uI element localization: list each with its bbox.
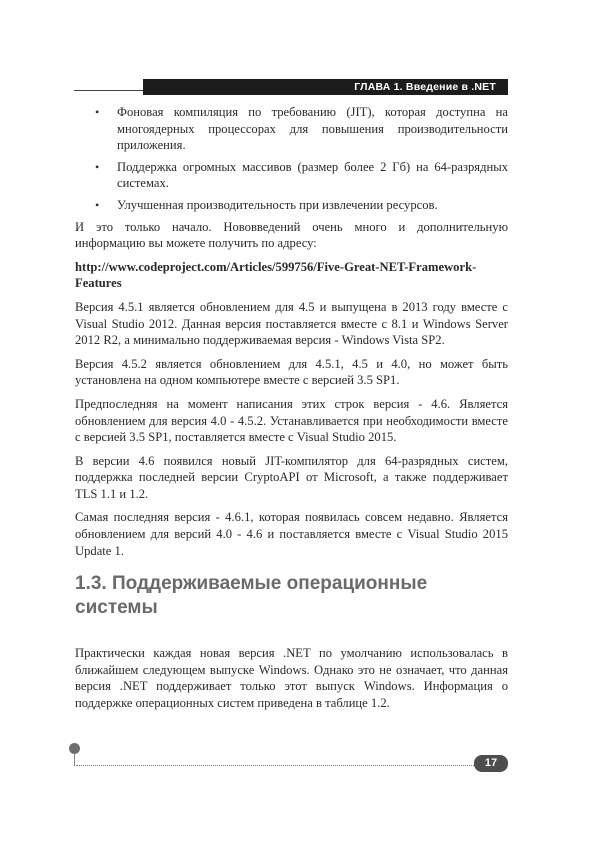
page-number-badge: 17 [474, 755, 508, 772]
list-item-text: Улучшенная производительность при извлечении ресурсов. [117, 197, 438, 212]
paragraph: Самая последняя версия - 4.6.1, которая появилась совсем недавно. Является обновлением для версий 4.0 - 4.6 и поставляется вместе с Visual Studio 2015 Update 1. [75, 510, 508, 558]
chapter-header-bar [143, 79, 508, 95]
list-item [75, 159, 508, 192]
footer-dot-icon [69, 743, 80, 754]
paragraph: Предпоследняя на момент написания этих строк версия - 4.6. Является обновлением для версия 4.0 - 4.5.2. Устанавливается при необходимости вместе с версией 3.5 SP1, поставляется вместе с Visual Studio 2015. [75, 396, 508, 445]
feature-list [75, 104, 508, 214]
bullet-icon: • [95, 197, 100, 212]
paragraph: Версия 4.5.1 является обновлением для 4.5 и выпущена в 2013 году вместе с Visual Studio 2012. Данная версия поставляется вместе с 8.1 и Windows Server 2012 R2, а минимально поддерживаемая версия - Windows Vista SP2. [75, 299, 508, 348]
list-item-text: Поддержка огромных массивов (размер более 2 Гб) на 64-разрядных системах. [117, 159, 508, 191]
main-content [75, 104, 508, 566]
section-heading: 1.3. Поддерживаемые операционные системы [75, 573, 428, 618]
footer-dotted-rule [76, 765, 476, 766]
paragraph: Версия 4.5.2 является обновлением для 4.5.1, 4.5 и 4.0, но может быть установлена на одном компьютере вместе с версией 3.5 SP1. [75, 356, 508, 388]
intro-paragraph: И это только начало. Нововведений очень много и дополнительную информацию вы можете получить по адресу: [75, 219, 508, 251]
article-link[interactable]: http://www.codeproject.com/Articles/599756/Five-Great-NET-Framework-Features [75, 259, 477, 291]
section-paragraph: Практически каждая новая версия .NET по умолчанию использовалась в ближайшем следующем выпуске Windows. Однако это не означает, что данная версия .NET поддерживает только этот выпуск Windows. Информация о поддержке операционных систем приведена в таблице 1.2. [75, 646, 508, 710]
list-item [75, 197, 508, 214]
list-item-text: Фоновая компиляция по требованию (JIT), которая доступна на многоядерных процессорах для повышения производительности приложения. [117, 105, 508, 153]
section-content [75, 645, 508, 718]
paragraph: В версии 4.6 появился новый JIT-компилятор для 64-разрядных систем, поддержка последней версии CryptoAPI от Microsoft, а также поддерживает TLS 1.1 и 1.2. [75, 453, 508, 501]
bullet-icon: • [95, 105, 100, 119]
list-item [75, 104, 508, 154]
bullet-icon: • [95, 159, 100, 174]
chapter-title: ГЛАВА 1. Введение в .NET [354, 81, 496, 93]
footer-tick [74, 754, 75, 766]
